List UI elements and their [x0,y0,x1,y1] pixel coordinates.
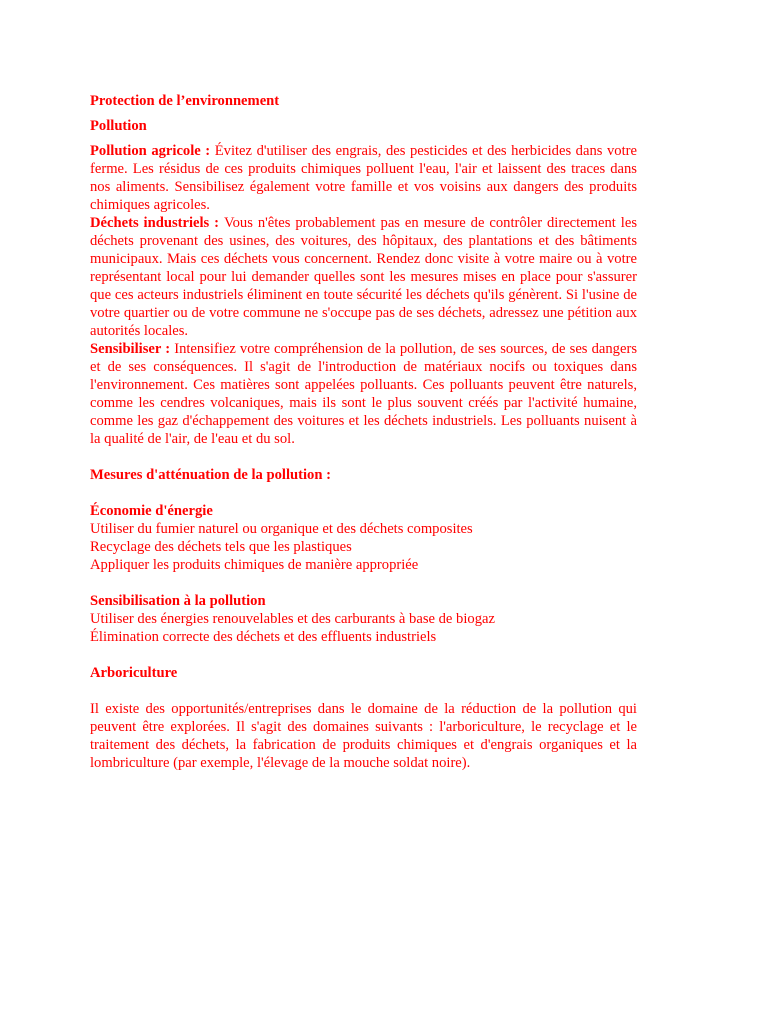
awareness-heading: Sensibilisation à la pollution [90,593,266,609]
paragraph-industrial-waste [90,214,637,340]
list-item: Élimination correcte des déchets et des effluents industriels [90,629,437,645]
document-page [90,92,637,772]
paragraph-label: Pollution agricole : [90,143,215,159]
paragraph-text: Intensifiez votre compréhension de la pollution, de ses sources, de ses dangers et de ses conséquences. Il s'agit de l'introduction de matériaux nocifs ou toxiques dans l'environnement. Ces matières sont appelées polluants. Ces polluants peuvent être naturels, comme les cendres volcaniques, mais ils sont le plus souvent créés par l'activité humaine, comme les gaz d'échappement des voitures et les déchets industriels. Les polluants nuisent à la qualité de l'air, de l'eau et du sol. [90,341,637,447]
paragraph-label: Déchets industriels : [90,215,224,231]
list-item: Utiliser du fumier naturel ou organique et des déchets composites [90,521,473,537]
arboriculture-heading: Arboriculture [90,665,178,681]
energy-heading: Économie d'énergie [90,503,213,519]
list-item: Utiliser des énergies renouvelables et des carburants à base de biogaz [90,611,495,627]
document-title: Protection de l’environnement [90,93,280,109]
energy-list [90,520,637,574]
paragraph-text: Évitez d'utiliser des engrais, des pesticides et des herbicides dans votre ferme. Les résidus de ces produits chimiques polluent l'eau, l'air et laissent des traces dans nos aliments. Sensibilisez également votre famille et vos voisins aux dangers des produits chimiques agricoles. [90,143,637,213]
arboriculture-paragraph: Il existe des opportunités/entreprises dans le domaine de la réduction de la pollution qui peuvent être explorées. Il s'agit des domaines suivants : l'arboriculture, le recyclage et le traitement des déchets, la fabrication de produits chimiques et d'engrais organiques et la lombriculture (par exemple, l'élevage de la mouche soldat noire). [90,701,637,771]
paragraph-agricultural-pollution [90,142,637,214]
list-item: Appliquer les produits chimiques de manière appropriée [90,557,419,573]
pollution-heading: Pollution [90,118,147,134]
paragraph-awareness [90,340,637,448]
paragraph-label: Sensibiliser : [90,341,175,357]
paragraph-text: Vous n'êtes probablement pas en mesure de contrôler directement les déchets provenant des usines, des voitures, des hôpitaux, des plantations et des bâtiments municipaux. Mais ces déchets vous concernent. Rendez donc visite à votre maire ou à votre représentant local pour lui demander quelles sont les mesures mises en place pour s'assurer que ces acteurs industriels éliminent en toute sécurité les déchets qu'ils génèrent. Si l'usine de votre quartier ou de votre commune ne s'occupe pas de ses déchets, adressez une pétition aux autorités locales. [90,215,638,339]
mitigation-heading: Mesures d'atténuation de la pollution : [90,467,331,483]
awareness-list [90,610,637,646]
list-item: Recyclage des déchets tels que les plastiques [90,539,352,555]
